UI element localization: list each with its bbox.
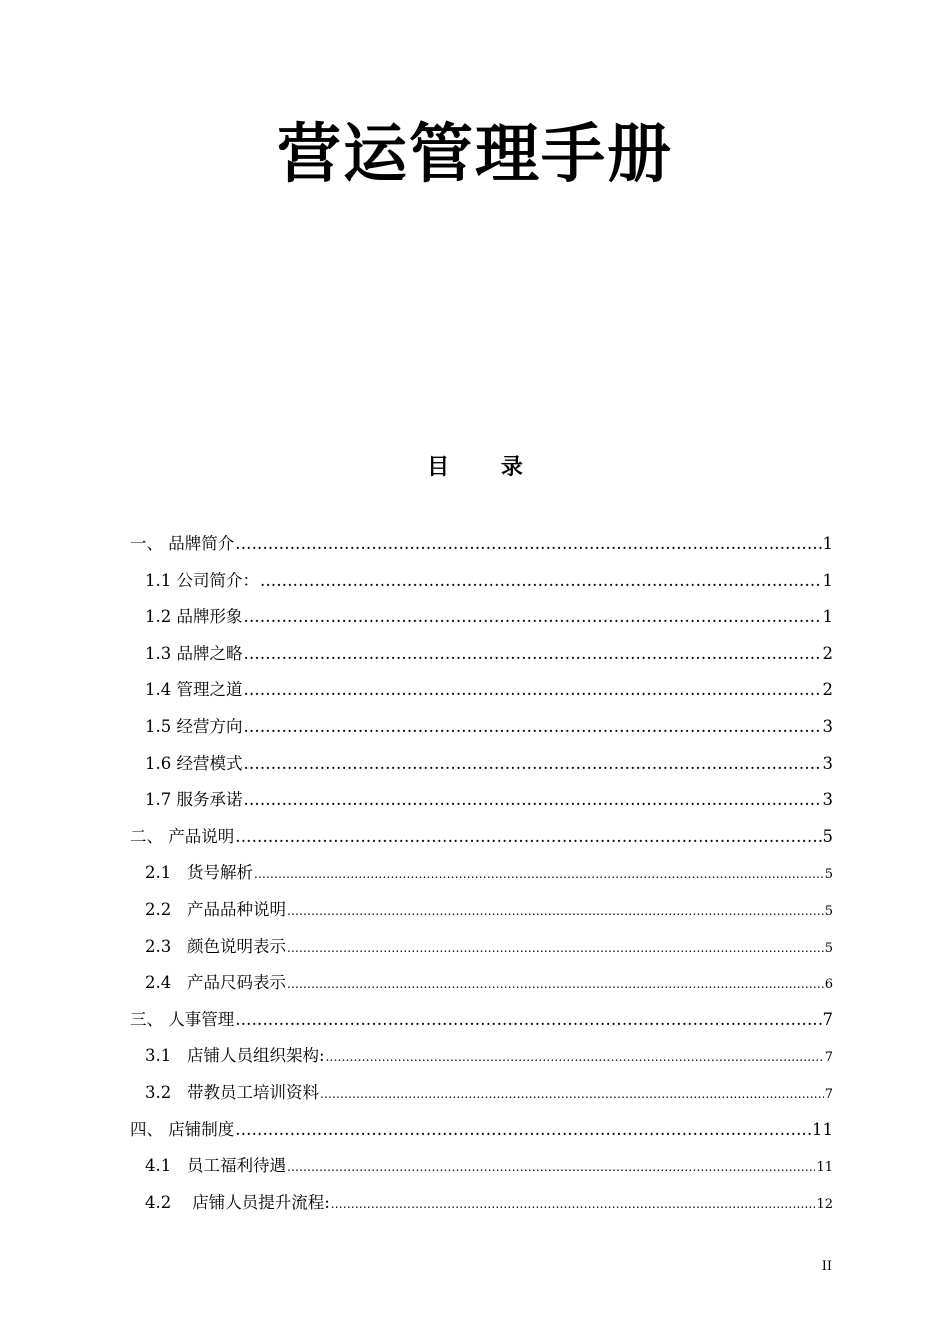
toc-entry-label: 2.2 产品品种说明	[145, 899, 286, 919]
toc-entry-page: 7	[822, 1009, 833, 1029]
toc-entry-label: 三、 人事管理	[130, 1009, 235, 1029]
toc-entry-label: 2.3 颜色说明表示	[145, 936, 286, 956]
toc-dot-leader	[235, 819, 821, 856]
toc-entry-page: 3	[822, 753, 833, 773]
toc-entry[interactable]	[130, 1038, 833, 1075]
toc-entry[interactable]	[130, 929, 833, 966]
toc-entry-label: 3.1 店铺人员组织架构:	[145, 1046, 325, 1066]
toc-entry[interactable]	[130, 1075, 833, 1112]
toc-entry-label: 4.2 店铺人员提升流程:	[145, 1192, 330, 1212]
toc-entry-label: 1.2 品牌形象	[145, 607, 243, 627]
toc-entry-page: 11	[816, 1160, 833, 1176]
toc-entry-page: 1	[822, 607, 833, 627]
toc-entry-label: 3.2 带教员工培训资料	[145, 1082, 319, 1102]
toc-dot-leader	[235, 526, 821, 563]
toc-entry[interactable]	[130, 855, 833, 892]
toc-entry-page: 5	[822, 826, 833, 846]
page-number: II	[821, 1259, 832, 1274]
toc-dot-leader	[254, 856, 824, 893]
toc-entry[interactable]	[130, 1002, 833, 1039]
toc-entry-label: 1.1 公司简介：	[145, 570, 259, 590]
toc-entry-page: 5	[824, 903, 833, 919]
document-title: 营运管理手册	[277, 118, 673, 192]
toc-entry-page: 5	[824, 867, 833, 883]
toc-entry-label: 二、 产品说明	[130, 826, 235, 846]
toc-entry[interactable]	[130, 1185, 833, 1222]
toc-entry-label: 1.4 管理之道	[145, 680, 243, 700]
toc-dot-leader	[244, 672, 822, 709]
toc-entry-label: 1.5 经营方向	[145, 716, 243, 736]
toc-entry-page: 5	[824, 940, 833, 956]
toc-dot-leader	[287, 1149, 815, 1186]
toc-entry-label: 一、 品牌简介	[130, 534, 235, 553]
toc-entry[interactable]	[130, 599, 833, 636]
toc-dot-leader	[260, 563, 822, 600]
toc-entry[interactable]	[130, 672, 833, 709]
toc-entry[interactable]	[130, 892, 833, 929]
toc-dot-leader	[235, 1002, 821, 1039]
toc-entry-page: 3	[822, 790, 833, 810]
toc-entry-label: 1.6 经营模式	[145, 753, 243, 773]
toc-entry-page: 7	[824, 1050, 833, 1066]
toc-dot-leader	[331, 1186, 816, 1223]
toc-entry[interactable]	[130, 563, 833, 600]
toc-entry[interactable]	[130, 782, 833, 819]
toc-entry-page: 3	[822, 716, 833, 736]
toc-entry-page: 1	[822, 534, 833, 553]
toc-entry-page: 2	[822, 680, 833, 700]
toc-entry-label: 四、 店铺制度	[130, 1119, 235, 1139]
toc-entry-label: 1.3 品牌之略	[145, 643, 243, 663]
toc-entry[interactable]	[130, 526, 833, 563]
toc-entry-page: 2	[822, 643, 833, 663]
table-of-contents	[130, 526, 833, 1221]
toc-entry-label: 2.1 货号解析	[145, 863, 253, 883]
toc-entry[interactable]	[130, 709, 833, 746]
toc-dot-leader	[287, 893, 824, 930]
toc-dot-leader	[320, 1076, 824, 1113]
toc-entry[interactable]	[130, 819, 833, 856]
toc-dot-leader	[244, 709, 822, 746]
toc-entry-page: 1	[822, 570, 833, 590]
toc-heading: 目 录	[427, 454, 545, 480]
toc-dot-leader	[244, 636, 822, 673]
toc-entry-page: 11	[812, 1119, 833, 1139]
toc-dot-leader	[244, 746, 822, 783]
toc-entry-page: 12	[816, 1196, 833, 1212]
toc-entry[interactable]	[130, 746, 833, 783]
toc-entry-label: 1.7 服务承诺	[145, 790, 243, 810]
toc-entry[interactable]	[130, 1148, 833, 1185]
toc-dot-leader	[287, 930, 824, 967]
toc-entry-label: 2.4 产品尺码表示	[145, 973, 286, 993]
toc-entry[interactable]	[130, 965, 833, 1002]
toc-dot-leader	[287, 966, 824, 1003]
toc-dot-leader	[326, 1039, 824, 1076]
toc-entry[interactable]	[130, 1112, 833, 1149]
toc-entry[interactable]	[130, 636, 833, 673]
toc-dot-leader	[244, 599, 822, 636]
toc-dot-leader	[244, 782, 822, 819]
toc-entry-label: 4.1 员工福利待遇	[145, 1156, 286, 1176]
toc-entry-page: 7	[824, 1086, 833, 1102]
toc-dot-leader	[235, 1112, 811, 1149]
toc-entry-page: 6	[824, 977, 833, 993]
